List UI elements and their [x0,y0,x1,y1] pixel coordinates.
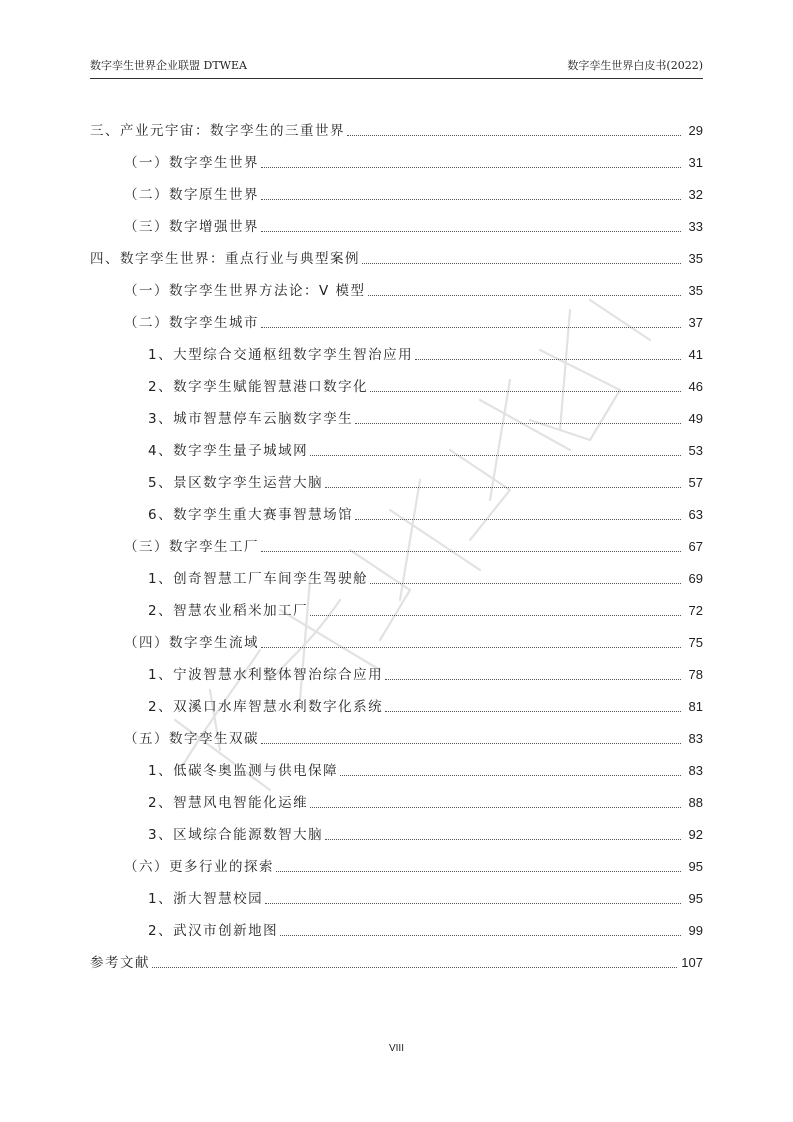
dot-leader [310,807,681,808]
toc-entry[interactable] [90,364,703,396]
toc-entry-title: 3、区域综合能源数智大脑 [148,827,324,843]
toc-entry[interactable] [90,524,703,556]
toc-entry-title: 1、浙大智慧校园 [148,891,264,907]
dot-leader [261,167,681,168]
toc-entry[interactable] [90,332,703,364]
toc-entry-page-number: 29 [688,123,703,138]
dot-leader [261,199,681,200]
toc-entry-title: （六）更多行业的探索 [124,859,274,875]
header-document-title: 数字孪生世界白皮书(2022) [567,59,703,72]
toc-entry[interactable] [90,844,703,876]
page-footer [0,1043,793,1054]
toc-entry[interactable] [90,588,703,620]
dot-leader [370,391,681,392]
toc-entry[interactable] [90,620,703,652]
dot-leader [325,487,681,488]
toc-entry-page-number: 31 [688,155,703,170]
page-number: VIII [388,1043,404,1054]
toc-entry[interactable] [90,204,703,236]
toc-entry-page-number: 35 [688,283,703,298]
toc-entry[interactable] [90,108,703,140]
dot-leader [368,295,681,296]
toc-entry-title: 四、数字孪生世界：重点行业与典型案例 [90,251,360,267]
toc-entry[interactable] [90,396,703,428]
toc-entry-title: 2、武汉市创新地图 [148,923,279,939]
toc-entry[interactable] [90,748,703,780]
toc-entry[interactable] [90,684,703,716]
toc-entry-page-number: 95 [688,859,703,874]
toc-entry-page-number: 78 [688,667,703,682]
toc-entry-title: 3、城市智慧停车云脑数字孪生 [148,411,354,427]
dot-leader [385,679,681,680]
toc-entry-title: 5、景区数字孪生运营大脑 [148,475,324,491]
toc-entry-page-number: 75 [688,635,703,650]
toc-entry-page-number: 72 [688,603,703,618]
dot-leader [261,231,681,232]
dot-leader [310,455,681,456]
toc-entry-page-number: 63 [688,507,703,522]
toc-entry-page-number: 92 [688,827,703,842]
dot-leader [261,743,681,744]
toc-entry-title: 三、产业元宇宙：数字孪生的三重世界 [90,123,345,139]
toc-entry-title: （四）数字孪生流域 [124,635,259,651]
dot-leader [370,583,681,584]
toc-entry[interactable] [90,428,703,460]
dot-leader [261,551,681,552]
dot-leader [415,359,681,360]
toc-entry[interactable] [90,876,703,908]
dot-leader [385,711,681,712]
toc-entry-page-number: 67 [688,539,703,554]
toc-entry-page-number: 88 [688,795,703,810]
dot-leader [276,871,681,872]
dot-leader [280,935,681,936]
toc-entry-title: （一）数字孪生世界 [124,155,259,171]
toc-entry-page-number: 41 [688,347,703,362]
toc-entry-title: 2、数字孪生赋能智慧港口数字化 [148,379,369,395]
toc-entry-page-number: 46 [688,379,703,394]
dot-leader [265,903,681,904]
toc-entry-title: 1、低碳冬奥监测与供电保障 [148,763,339,779]
dot-leader [362,263,681,264]
toc-entry-page-number: 95 [688,891,703,906]
toc-entry-title: 2、智慧风电智能化运维 [148,795,309,811]
toc-entry[interactable] [90,908,703,940]
dot-leader [261,647,681,648]
header-organization: 数字孪生世界企业联盟 DTWEA [90,59,247,72]
table-of-contents [90,108,703,972]
dot-leader [355,519,681,520]
toc-entry-title: 参考文献 [90,955,150,971]
toc-entry-page-number: 33 [688,219,703,234]
toc-entry-page-number: 81 [688,699,703,714]
toc-entry-title: 6、数字孪生重大赛事智慧场馆 [148,507,354,523]
page-header [90,56,703,79]
toc-entry-page-number: 57 [688,475,703,490]
toc-entry[interactable] [90,556,703,588]
toc-entry[interactable] [90,716,703,748]
toc-entry-page-number: 49 [688,411,703,426]
toc-entry-page-number: 99 [688,923,703,938]
toc-entry-title: 1、大型综合交通枢纽数字孪生智治应用 [148,347,414,363]
toc-entry[interactable] [90,940,703,972]
toc-entry-page-number: 69 [688,571,703,586]
toc-entry-title: （二）数字原生世界 [124,187,259,203]
toc-entry-page-number: 32 [688,187,703,202]
toc-entry-title: 4、数字孪生量子城域网 [148,443,309,459]
toc-entry-title: （三）数字孪生工厂 [124,539,259,555]
toc-entry-page-number: 83 [688,763,703,778]
toc-entry-title: 1、创奇智慧工厂车间孪生驾驶舱 [148,571,369,587]
toc-entry-page-number: 53 [688,443,703,458]
dot-leader [261,327,681,328]
dot-leader [325,839,681,840]
toc-entry[interactable] [90,268,703,300]
toc-entry[interactable] [90,492,703,524]
toc-entry-title: 2、双溪口水库智慧水利数字化系统 [148,699,384,715]
toc-entry-title: （三）数字增强世界 [124,219,259,235]
toc-entry[interactable] [90,236,703,268]
toc-entry[interactable] [90,812,703,844]
toc-entry-title: 2、智慧农业稻米加工厂 [148,603,309,619]
toc-entry-title: 1、宁波智慧水利整体智治综合应用 [148,667,384,683]
toc-entry[interactable] [90,172,703,204]
toc-entry-page-number: 37 [688,315,703,330]
dot-leader [152,967,677,968]
toc-entry[interactable] [90,652,703,684]
dot-leader [355,423,681,424]
toc-entry-title: （五）数字孪生双碳 [124,731,259,747]
dot-leader [347,135,681,136]
toc-entry[interactable] [90,300,703,332]
toc-entry[interactable] [90,140,703,172]
toc-entry-page-number: 107 [681,955,703,970]
dot-leader [340,775,681,776]
toc-entry-page-number: 35 [688,251,703,266]
toc-entry-title: （二）数字孪生城市 [124,315,259,331]
toc-entry-page-number: 83 [688,731,703,746]
dot-leader [310,615,681,616]
toc-entry[interactable] [90,780,703,812]
toc-entry-title: （一）数字孪生世界方法论：V 模型 [124,283,366,299]
toc-entry[interactable] [90,460,703,492]
